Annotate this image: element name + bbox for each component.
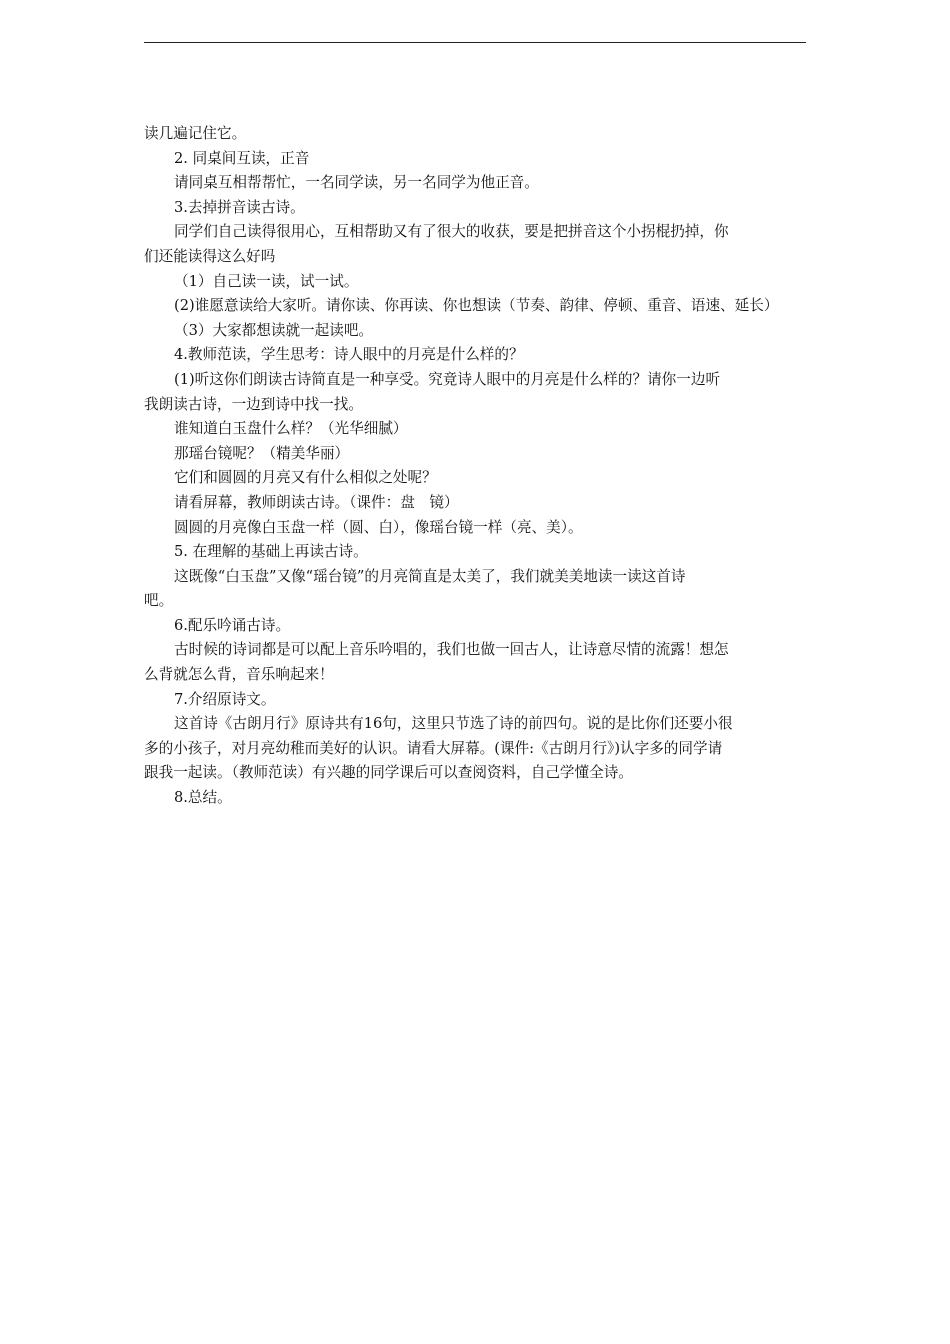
text-line: (2)谁愿意读给大家听。请你读、你再读、你也想读（节奏、韵律、停顿、重音、语速、延长）	[174, 297, 779, 315]
text-line: 这首诗《古朗月行》原诗共有16句，这里只节选了诗的前四句。说的是比你们还要小很	[174, 715, 733, 733]
text-line: 们还能读得这么好吗	[144, 247, 276, 265]
text-line: 请看屏幕，教师朗读古诗。（课件：盘 镜）	[174, 493, 459, 511]
text-line: 古时候的诗词都是可以配上音乐吟唱的，我们也做一回古人，让诗意尽情的流露！想怎	[174, 641, 729, 659]
text-line: 7.介绍原诗文。	[174, 690, 276, 708]
text-line: 8.总结。	[174, 789, 232, 807]
text-line: 吧。	[144, 592, 174, 610]
text-line: 请同桌互相帮帮忙，一名同学读，另一名同学为他正音。	[174, 174, 539, 192]
text-line: （1）自己读一读，试一试。	[174, 272, 359, 290]
text-line: 多的小孩子，对月亮幼稚而美好的认识。请看大屏幕。(课件:《古朗月行》)认字多的同学请	[144, 739, 723, 757]
text-line: 它们和圆圆的月亮又有什么相似之处呢？	[174, 469, 437, 487]
text-line: 这既像“白玉盘”又像“瑶台镜”的月亮简直是太美了，我们就美美地读一读这首诗	[174, 567, 686, 585]
text-line: 那瑶台镜呢？（精美华丽）	[174, 444, 350, 462]
text-line: 我朗读古诗，一边到诗中找一找。	[144, 395, 363, 413]
text-line: 3.去掉拼音读古诗。	[174, 198, 305, 216]
text-line: 2. 同桌间互读，正音	[174, 149, 310, 167]
text-line: 读几遍记住它。	[144, 125, 247, 142]
text-line: 6.配乐吟诵古诗。	[174, 616, 291, 634]
text-line: 4.教师范读，学生思考：诗人眼中的月亮是什么样的？	[174, 346, 524, 364]
header-rule	[144, 42, 806, 43]
text-line: (1)听这你们朗读古诗简直是一种享受。究竟诗人眼中的月亮是什么样的？请你一边听	[174, 370, 721, 388]
text-line: 圆圆的月亮像白玉盘一样（圆、白），像瑶台镜一样（亮、美）。	[174, 518, 583, 536]
document-body	[144, 122, 808, 811]
text-line: 同学们自己读得很用心，互相帮助又有了很大的收获，要是把拼音这个小拐棍扔掉，你	[174, 223, 729, 241]
text-line: 谁知道白玉盘什么样？（光华细腻）	[174, 420, 408, 438]
text-line: 5. 在理解的基础上再读古诗。	[174, 543, 368, 561]
text-line: 跟我一起读。（教师范读）有兴趣的同学课后可以查阅资料，自己学懂全诗。	[144, 764, 633, 782]
text-line: （3）大家都想读就一起读吧。	[174, 321, 374, 339]
text-line: 么背就怎么背，音乐响起来！	[144, 666, 334, 684]
